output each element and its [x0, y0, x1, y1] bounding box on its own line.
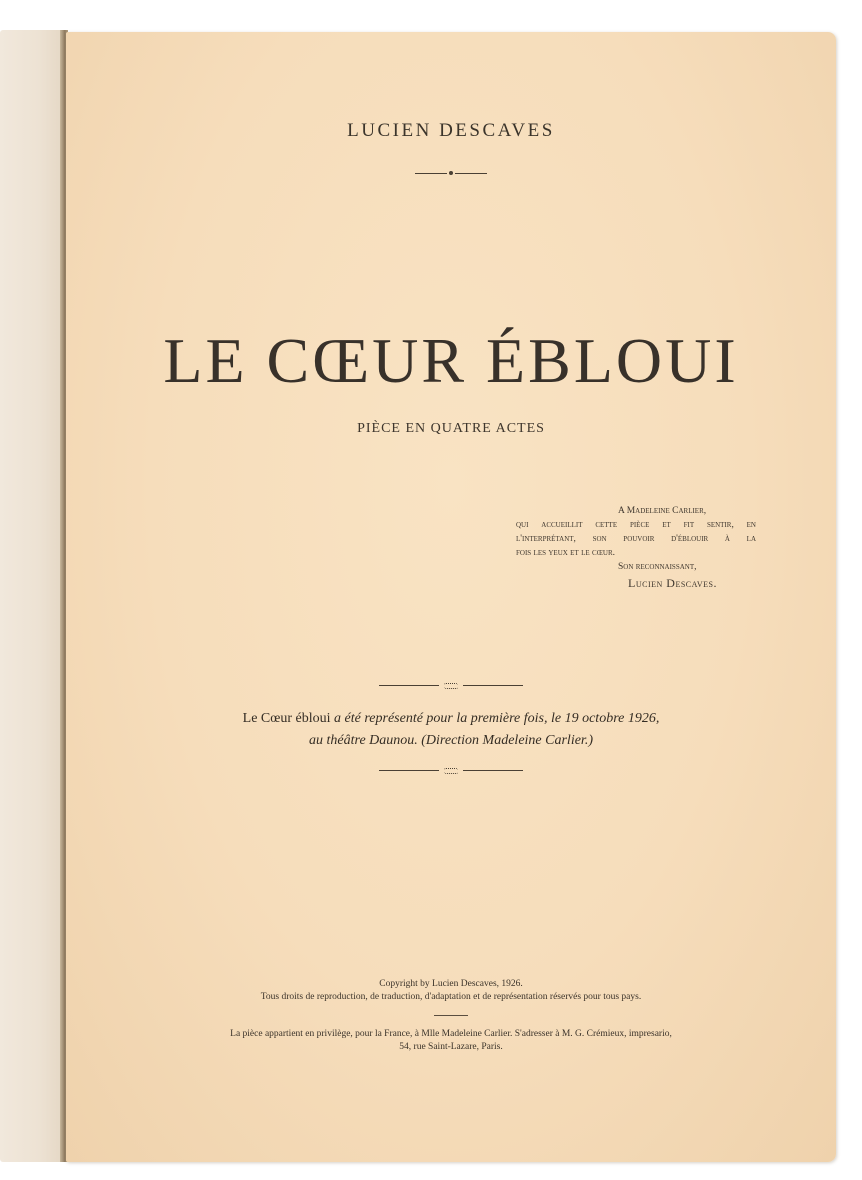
- copyright-notice: [66, 978, 836, 1004]
- privilege-notice: [66, 1028, 836, 1054]
- premiere-date-text: a été représenté pour la première fois, le 19 octobre 1926,: [334, 711, 660, 726]
- dedication: [516, 504, 756, 592]
- dedication-line: qui accueillit cette pièce et fit sentir, en: [516, 520, 756, 530]
- dedication-line: Son reconnaissant,: [618, 562, 697, 572]
- previous-page-edge: [0, 30, 66, 1162]
- play-subtitle: PIÈCE EN QUATRE ACTES: [357, 421, 545, 436]
- privilege-line: La pièce appartient en privilège, pour la France, à Mlle Madeleine Carlier. S'adresser à M. G. Crémieux, impresario,: [230, 1029, 672, 1039]
- author-ornament: [415, 172, 487, 176]
- footer-rule: [434, 1015, 468, 1016]
- premiere-theatre-text: au théâtre Daunou. (Direction Madeleine Carlier.): [309, 733, 593, 748]
- section-ornament: [379, 769, 523, 773]
- premiere-note: [66, 708, 836, 752]
- copyright-line: Copyright by Lucien Descaves, 1926.: [379, 979, 523, 989]
- rights-line: Tous droits de reproduction, de traduction, d'adaptation et de représentation réservés pour tous pays.: [260, 992, 642, 1002]
- dedication-line: l'interprétant, son pouvoir d'éblouir à la: [516, 534, 756, 544]
- section-ornament: [379, 684, 523, 688]
- dedication-signature: Lucien Descaves.: [628, 576, 717, 590]
- dedication-line: A Madeleine Carlier,: [618, 506, 707, 516]
- title-page: [66, 32, 836, 1162]
- play-title: LE CŒUR ÉBLOUI: [163, 325, 739, 396]
- premiere-play-name: Le Cœur ébloui: [242, 711, 331, 726]
- dedication-line: fois les yeux et le cœur.: [516, 548, 616, 558]
- address-line: 54, rue Saint-Lazare, Paris.: [399, 1042, 503, 1052]
- author-name: LUCIEN DESCAVES: [347, 120, 555, 141]
